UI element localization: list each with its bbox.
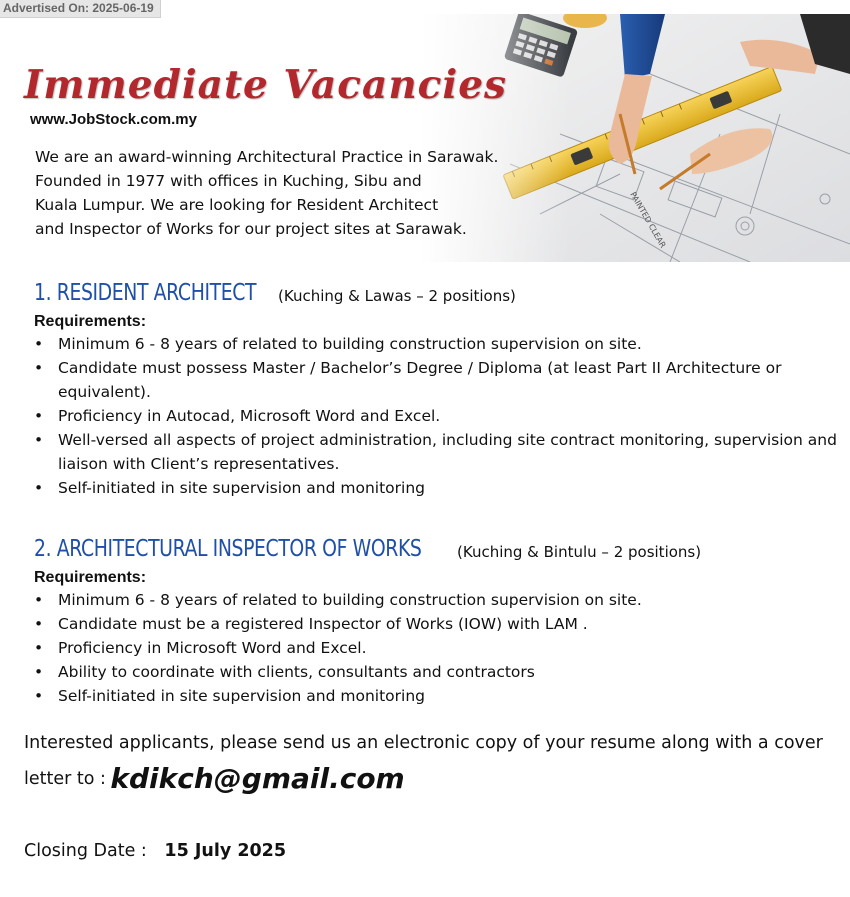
requirements-list: [34, 588, 838, 708]
intro-paragraph: [35, 145, 555, 241]
intro-line: Founded in 1977 with offices in Kuching, Sibu and: [35, 172, 422, 190]
requirements-label: Requirements:: [34, 313, 147, 330]
contact-email-link[interactable]: kdikch@gmail.com: [110, 762, 405, 795]
closing-date-value: 15 July 2025: [164, 841, 287, 861]
website-link[interactable]: www.JobStock.com.my: [30, 111, 197, 128]
list-item: • Proficiency in Microsoft Word and Excel.: [34, 636, 838, 660]
position-inspector-of-works: [34, 536, 838, 708]
list-item: • Well-versed all aspects of project administration, including site contract monitoring, supervision and liaison with Client’s representatives.: [34, 428, 838, 476]
list-item: • Self-initiated in site supervision and monitoring: [34, 684, 838, 708]
closing-date-label: Closing Date :: [24, 841, 147, 861]
list-item: • Proficiency in Autocad, Microsoft Word and Excel.: [34, 404, 838, 428]
page-title: Immediate Vacancies: [24, 62, 508, 108]
requirements-list: [34, 332, 838, 500]
advertised-date-badge: Advertised On: 2025-06-19: [0, 0, 161, 18]
intro-line: We are an award-winning Architectural Practice in Sarawak.: [35, 148, 499, 166]
intro-line: Kuala Lumpur. We are looking for Resident Architect: [35, 196, 439, 214]
position-title: 2. ARCHITECTURAL INSPECTOR OF WORKS: [34, 536, 422, 562]
list-item: • Minimum 6 - 8 years of related to building construction supervision on site.: [34, 332, 838, 356]
list-item: • Minimum 6 - 8 years of related to building construction supervision on site.: [34, 588, 838, 612]
list-item: • Candidate must be a registered Inspector of Works (IOW) with LAM .: [34, 612, 838, 636]
requirements-label: Requirements:: [34, 569, 147, 586]
apply-email-line: [24, 762, 405, 795]
list-item: • Self-initiated in site supervision and monitoring: [34, 476, 838, 500]
apply-prefix: letter to :: [24, 769, 106, 789]
apply-instructions: Interested applicants, please send us an electronic copy of your resume along with a cover: [24, 733, 823, 753]
list-item: • Candidate must possess Master / Bachelor’s Degree / Diploma (at least Part II Architecture or equivalent).: [34, 356, 838, 404]
position-location: (Kuching & Lawas – 2 positions): [278, 287, 516, 305]
intro-line: and Inspector of Works for our project sites at Sarawak.: [35, 220, 467, 238]
list-item: • Ability to coordinate with clients, consultants and contractors: [34, 660, 838, 684]
position-resident-architect: [34, 280, 838, 500]
position-location: (Kuching & Bintulu – 2 positions): [457, 543, 702, 561]
position-title: 1. RESIDENT ARCHITECT: [34, 280, 257, 306]
closing-date: [24, 841, 286, 861]
